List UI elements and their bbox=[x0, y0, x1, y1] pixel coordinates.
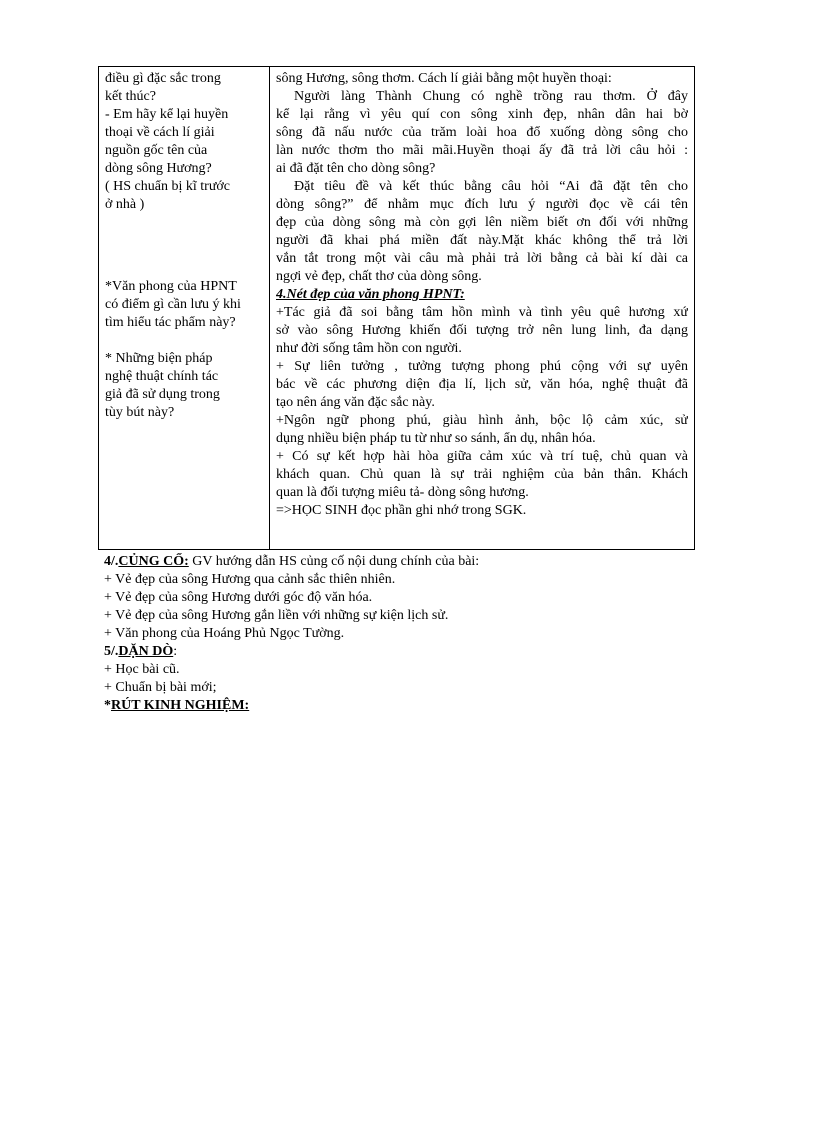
question-line: - Em hãy kể lại huyền bbox=[105, 107, 229, 122]
lesson-footer bbox=[104, 553, 684, 715]
question-column bbox=[99, 67, 270, 549]
experience-heading-line bbox=[104, 697, 684, 715]
consolidate-heading-line bbox=[104, 553, 684, 571]
answer-line: +Tác giả đã soi bằng tâm hồn mình và tình yêu quê hương xứ bbox=[276, 305, 688, 320]
section-number: 5/. bbox=[104, 644, 119, 659]
answer-line: dòng sông?” để nhằm mục đích lưu ý người đọc về cái tên bbox=[276, 197, 688, 212]
section-title: CỦNG CỐ: bbox=[118, 554, 189, 569]
answer-line: Người làng Thành Chung có nghề trồng rau thơm. Ở đây bbox=[294, 89, 688, 104]
question-line: nguồn gốc tên của bbox=[105, 143, 208, 158]
answer-line: + Sự liên tưởng , tưởng tượng phong phú cộng với sự uyên bbox=[276, 359, 688, 374]
answer-line: Đặt tiêu đề và kết thúc bằng câu hỏi “Ai đã đặt tên cho bbox=[294, 179, 688, 194]
answer-line: đẹp của dòng sông mà còn gợi lên niềm biết ơn đối với những bbox=[276, 215, 688, 230]
list-item: + Vẻ đẹp của sông Hương qua cảnh sắc thiên nhiên. bbox=[104, 572, 396, 587]
question-line: ( HS chuẩn bị kĩ trước bbox=[105, 179, 231, 194]
answer-line: bác về các phương diện địa lí, lịch sử, văn hóa, nghệ thuật đã bbox=[276, 377, 688, 392]
question-line: giả đã sử dụng trong bbox=[105, 387, 220, 402]
list-item: + Học bài cũ. bbox=[104, 662, 180, 677]
answer-line: như đời sống tâm hồn con người. bbox=[276, 341, 462, 356]
answer-line: sông Hương, sông thơm. Cách lí giải bằng một huyền thoại: bbox=[276, 71, 612, 86]
answer-column bbox=[270, 67, 694, 549]
question-line: * Những biện pháp bbox=[105, 351, 213, 366]
question-line: tìm hiểu tác phẩm này? bbox=[105, 315, 236, 330]
list-item: + Vẻ đẹp của sông Hương dưới góc độ văn hóa. bbox=[104, 590, 373, 605]
question-line: điều gì đặc sắc trong bbox=[105, 71, 221, 86]
answer-line: khách quan. Chủ quan là sự trải nghiệm của bản thân. Khách bbox=[276, 467, 688, 482]
homework-heading-line bbox=[104, 643, 684, 661]
answer-line: ai đã đặt tên cho dòng sông? bbox=[276, 161, 436, 176]
question-line: thoại về cách lí giải bbox=[105, 125, 215, 140]
answer-line: người đã khai phá miền đất này.Mặt khác không thể trả lời bbox=[276, 233, 688, 248]
section-heading: 4.Nét đẹp của văn phong HPNT: bbox=[276, 287, 465, 302]
lesson-table bbox=[98, 66, 695, 550]
answer-line: dụng nhiều biện pháp tu từ như so sánh, ẩn dụ, nhân hóa. bbox=[276, 431, 596, 446]
section-intro: GV hướng dẫn HS củng cố nội dung chính của bài: bbox=[188, 554, 480, 569]
section-star: * bbox=[104, 698, 111, 713]
section-title: RÚT KINH NGHIỆM: bbox=[111, 698, 250, 713]
answer-line: tạo nên áng văn đặc sắc này. bbox=[276, 395, 435, 410]
answer-line: quan là đối tượng miêu tả- dòng sông hương. bbox=[276, 485, 529, 500]
list-item: + Văn phong của Hoáng Phủ Ngọc Tường. bbox=[104, 626, 345, 641]
question-line: nghệ thuật chính tác bbox=[105, 369, 219, 384]
section-title: DẶN DÒ bbox=[118, 644, 174, 659]
question-line: ở nhà ) bbox=[105, 197, 145, 212]
question-line: kết thúc? bbox=[105, 89, 156, 104]
section-number: 4/. bbox=[104, 554, 119, 569]
answer-line: sông đã nấu nước của trăm loài hoa đổ xuống dòng sông cho bbox=[276, 125, 688, 140]
answer-line: +Ngôn ngữ phong phú, giàu hình ảnh, bộc lộ cảm xúc, sử bbox=[276, 413, 688, 428]
question-line: tùy bút này? bbox=[105, 405, 175, 420]
answer-line: kể lại rằng vì yêu quí con sông xinh đẹp, nhân dân hai bờ bbox=[276, 107, 688, 122]
answer-line: + Có sự kết hợp hài hòa giữa cảm xúc và trí tuệ, chủ quan và bbox=[276, 449, 688, 464]
section-colon: : bbox=[173, 644, 178, 659]
question-line: *Văn phong của HPNT bbox=[105, 279, 237, 294]
answer-line: ngợi vẻ đẹp, chất thơ của dòng sông. bbox=[276, 269, 482, 284]
question-line: có điểm gì cần lưu ý khi bbox=[105, 297, 241, 312]
answer-line: sở vào sông Hương khiến đối tượng trở nên lung linh, đa dạng bbox=[276, 323, 688, 338]
question-line: dòng sông Hương? bbox=[105, 161, 212, 176]
answer-line: =>HỌC SINH đọc phần ghi nhớ trong SGK. bbox=[276, 503, 527, 518]
answer-line: làn nước thơm tho mãi mãi.Huyền thoại ấy đã trả lời câu hỏi : bbox=[276, 143, 688, 158]
list-item: + Vẻ đẹp của sông Hương gắn liền với những sự kiện lịch sử. bbox=[104, 608, 449, 623]
answer-line: vắn tắt trong một vài câu mà phải trả lời bằng cả bài kí dài ca bbox=[276, 251, 688, 266]
list-item: + Chuẩn bị bài mới; bbox=[104, 680, 217, 695]
